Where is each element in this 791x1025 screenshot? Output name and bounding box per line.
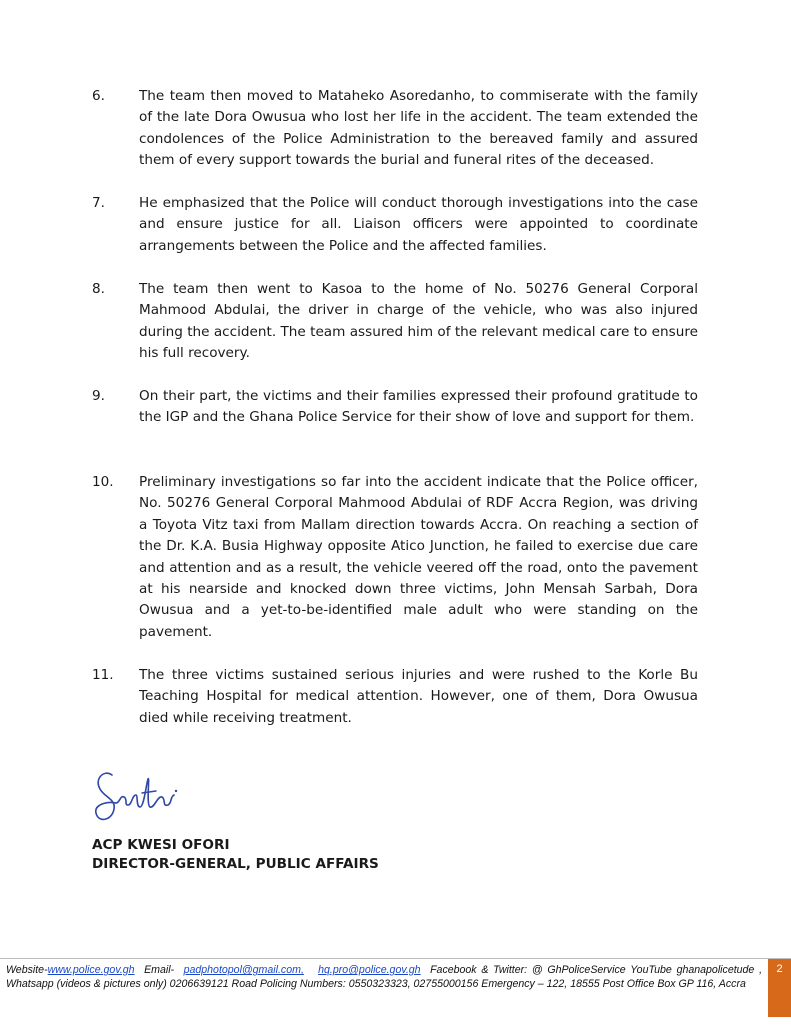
page-footer	[0, 958, 791, 1025]
paragraph-text: The team then moved to Mataheko Asoredanho, to commiserate with the family of the late Dora Owusua who lost her life in the accident. The team extended the condolences of the Police Administration to the bereaved family and assured them of every support towards the burial and funeral rites of the deceased.	[139, 88, 698, 169]
paragraph-text: The three victims sustained serious injuries and were rushed to the Korle Bu Teaching Hospital for medical attention. However, one of them, Dora Owusua died while receiving treatment.	[139, 667, 698, 726]
page-number-badge: 2	[768, 959, 791, 1017]
website-label: Website-	[6, 964, 48, 976]
paragraph-number: 8.	[92, 281, 105, 297]
paragraph-number: 9.	[92, 388, 105, 404]
paragraph-number: 10.	[92, 474, 114, 490]
paragraph-9	[92, 386, 698, 429]
signatory-block	[92, 836, 379, 874]
paragraph-10	[92, 472, 698, 643]
paragraph-8	[92, 279, 698, 365]
paragraph-7	[92, 193, 698, 257]
paragraph-number: 11.	[92, 667, 114, 683]
signatory-name: ACP KWESI OFORI	[92, 837, 230, 853]
footer-contact-text	[6, 964, 762, 991]
paragraph-number: 6.	[92, 88, 105, 104]
paragraph-6	[92, 86, 698, 172]
footer-details: Facebook & Twitter: @ GhPoliceService YouTube ghanapolicetude , Whatsapp (videos & pictures only) 0206639121 Road Policing Numbers: 0550323323, 02755000156 Emergency – 122, 18555 Post Office Box GP 116, Accra	[6, 964, 763, 990]
paragraph-11	[92, 665, 698, 729]
email-label: Email-	[144, 964, 175, 976]
paragraph-text: Preliminary investigations so far into the accident indicate that the Police officer, No. 50276 General Corporal Mahmood Abdulai of RDF Accra Region, was driving a Toyota Vitz taxi from Mallam direction towards Accra. On reaching a section of the Dr. K.A. Busia Highway opposite Atico Junction, he failed to exercise due care and attention and as a result, the vehicle veered off the road, onto the pavement at his nearside and knocked down three victims, John Mensah Sarbah, Dora Owusua and a yet-to-be-identified male adult who were standing on the pavement.	[139, 474, 698, 640]
email-link-2[interactable]: hq.pro@police.gov.gh	[318, 964, 421, 976]
paragraph-text: On their part, the victims and their families expressed their profound gratitude to the IGP and the Ghana Police Service for their show of love and support for them.	[139, 388, 698, 426]
paragraph-text: The team then went to Kasoa to the home of No. 50276 General Corporal Mahmood Abdulai, the driver in charge of the vehicle, who was also injured during the accident. The team assured him of the relevant medical care to ensure his full recovery.	[139, 281, 698, 362]
signatory-title: DIRECTOR-GENERAL, PUBLIC AFFAIRS	[92, 856, 379, 872]
email-link-1[interactable]: padphotopol@gmail.com,	[183, 964, 304, 976]
website-link[interactable]: www.police.gov.gh	[47, 964, 135, 976]
paragraph-number: 7.	[92, 195, 105, 211]
signature-image	[90, 765, 180, 827]
paragraph-text: He emphasized that the Police will conduct thorough investigations into the case and ensure justice for all. Liaison officers were appointed to coordinate arrangements between the Police and the affected families.	[139, 195, 698, 254]
